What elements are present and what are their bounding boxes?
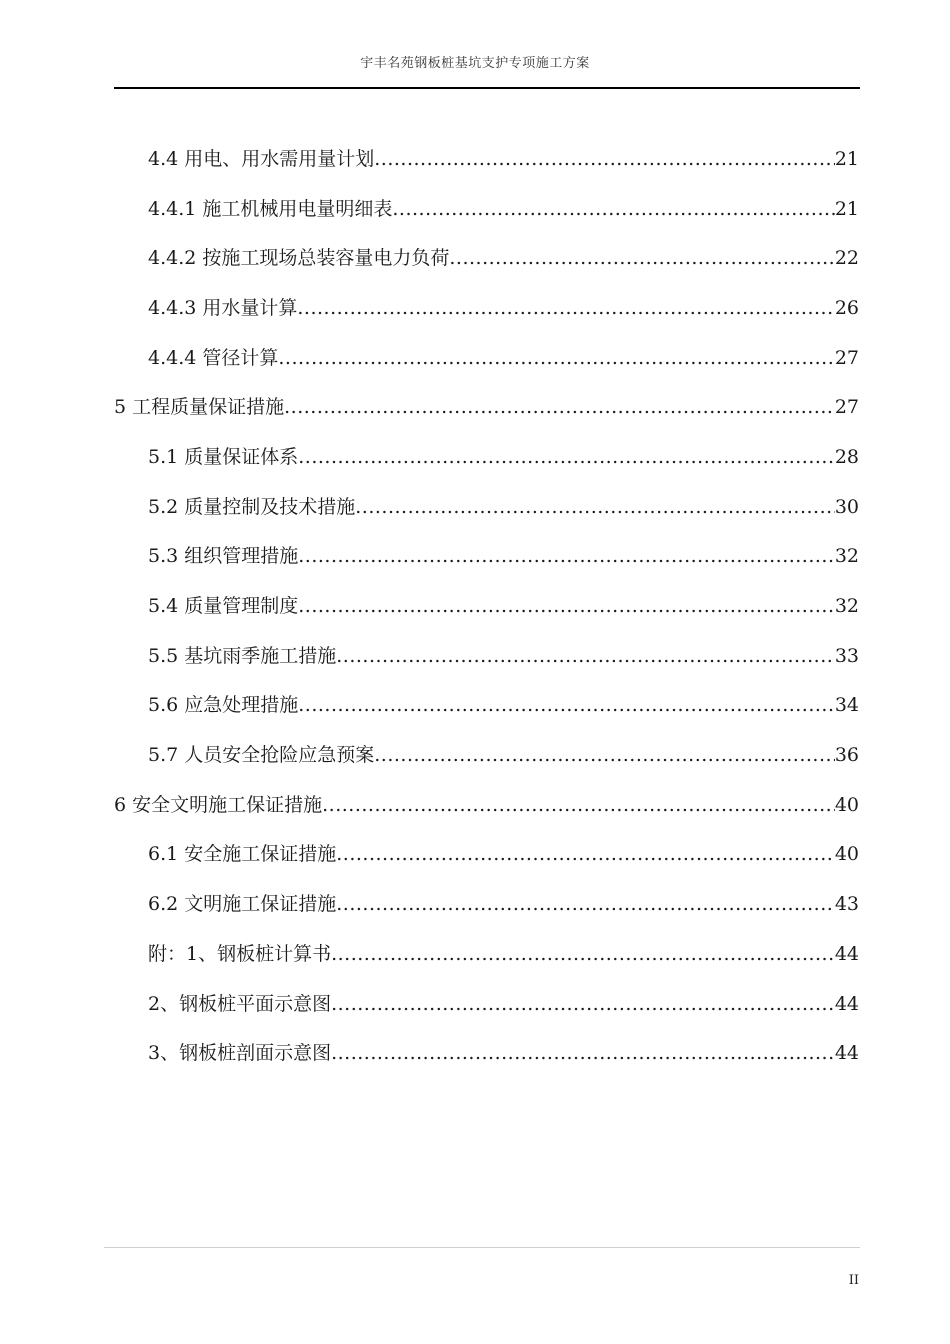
toc-entry-page: 27 — [834, 346, 859, 369]
toc-row — [0, 482, 950, 532]
toc-dot-leader — [374, 738, 835, 772]
toc-entry-label: 5.4 质量管理制度 — [148, 595, 299, 618]
toc-row — [0, 382, 950, 432]
footer-divider — [104, 1247, 860, 1248]
toc-entry[interactable] — [148, 887, 859, 921]
toc-row — [0, 830, 950, 880]
toc-entry-label: 2、钢板桩平面示意图 — [148, 992, 332, 1015]
toc-entry[interactable] — [148, 341, 859, 375]
toc-entry-label: 6 安全文明施工保证措施 — [114, 793, 323, 816]
toc-entry[interactable] — [148, 142, 859, 176]
toc-entry-page: 21 — [834, 147, 859, 170]
toc-row — [0, 681, 950, 731]
toc-dot-leader — [298, 688, 835, 722]
toc-entry-page: 44 — [834, 992, 859, 1015]
toc-dot-leader — [284, 390, 835, 424]
toc-entry-label: 4.4.1 施工机械用电量明细表 — [148, 197, 393, 220]
toc-entry-page: 44 — [834, 1042, 859, 1065]
toc-dot-leader — [298, 539, 835, 573]
toc-dot-leader — [449, 241, 834, 275]
toc-entry[interactable] — [148, 639, 859, 673]
header-divider — [114, 87, 860, 89]
toc-dot-leader — [298, 440, 835, 474]
toc-entry[interactable] — [114, 788, 859, 822]
toc-entry-label: 5.2 质量控制及技术措施 — [148, 495, 356, 518]
toc-entry-label: 4.4.4 管径计算 — [148, 346, 279, 369]
toc-entry-label: 4.4.3 用水量计算 — [148, 296, 298, 319]
toc-entry-page: 21 — [834, 197, 859, 220]
toc-dot-leader — [374, 142, 835, 176]
toc-entry[interactable] — [148, 539, 859, 573]
toc-entry[interactable] — [148, 589, 859, 623]
toc-dot-leader — [355, 490, 835, 524]
toc-row — [0, 134, 950, 184]
toc-dot-leader — [331, 937, 835, 971]
toc-row — [0, 1028, 950, 1078]
page-number: II — [848, 1273, 859, 1288]
toc-row — [0, 283, 950, 333]
toc-entry-page: 40 — [834, 793, 859, 816]
toc-entry-page: 34 — [834, 694, 859, 717]
toc-row — [0, 184, 950, 234]
toc-entry-label: 6.2 文明施工保证措施 — [148, 893, 337, 916]
toc-entry-page: 36 — [834, 744, 859, 767]
toc-entry[interactable] — [148, 440, 859, 474]
toc-dot-leader — [331, 987, 835, 1021]
toc-entry-label: 5 工程质量保证措施 — [114, 396, 285, 419]
toc-row — [0, 233, 950, 283]
toc-entry[interactable] — [148, 291, 859, 325]
toc-entry[interactable] — [114, 390, 859, 424]
toc-entry-label: 3、钢板桩剖面示意图 — [148, 1042, 332, 1065]
toc-dot-leader — [336, 887, 835, 921]
toc-entry-label: 5.5 基坑雨季施工措施 — [148, 644, 337, 667]
toc-entry-label: 5.1 质量保证体系 — [148, 445, 299, 468]
toc-entry-page: 22 — [834, 247, 859, 270]
toc-row — [0, 581, 950, 631]
toc-entry-label: 4.4.2 按施工现场总装容量电力负荷 — [148, 247, 450, 270]
toc-entry-page: 32 — [834, 595, 859, 618]
toc-entry-page: 32 — [834, 545, 859, 568]
toc-row — [0, 979, 950, 1029]
toc-entry[interactable] — [148, 490, 859, 524]
toc-dot-leader — [336, 639, 835, 673]
toc-dot-leader — [297, 291, 834, 325]
toc-entry-label: 5.7 人员安全抢险应急预案 — [148, 744, 375, 767]
toc-entry-page: 44 — [834, 942, 859, 965]
toc-entry-page: 28 — [834, 445, 859, 468]
toc-dot-leader — [298, 589, 835, 623]
toc-dot-leader — [392, 192, 834, 226]
toc-row — [0, 432, 950, 482]
table-of-contents — [0, 134, 950, 1078]
toc-row — [0, 333, 950, 383]
toc-entry-label: 6.1 安全施工保证措施 — [148, 843, 337, 866]
page-header-title: 宇丰名苑钢板桩基坑支护专项施工方案 — [360, 56, 590, 71]
toc-row — [0, 730, 950, 780]
toc-entry-label: 5.6 应急处理措施 — [148, 694, 299, 717]
toc-entry-page: 26 — [834, 296, 859, 319]
toc-entry-page: 40 — [834, 843, 859, 866]
toc-row — [0, 780, 950, 830]
toc-entry-page: 43 — [834, 893, 859, 916]
toc-row — [0, 631, 950, 681]
toc-entry[interactable] — [148, 837, 859, 871]
toc-entry-page: 27 — [834, 396, 859, 419]
toc-entry-page: 30 — [834, 495, 859, 518]
toc-dot-leader — [331, 1036, 835, 1070]
toc-entry[interactable] — [148, 937, 859, 971]
toc-entry[interactable] — [148, 241, 859, 275]
toc-entry-label: 附：1、钢板桩计算书 — [148, 942, 332, 965]
toc-entry-label: 4.4 用电、用水需用量计划 — [148, 147, 375, 170]
toc-dot-leader — [278, 341, 834, 375]
toc-entry-label: 5.3 组织管理措施 — [148, 545, 299, 568]
toc-entry[interactable] — [148, 688, 859, 722]
toc-row — [0, 879, 950, 929]
toc-entry-page: 33 — [834, 644, 859, 667]
toc-entry[interactable] — [148, 738, 859, 772]
toc-row — [0, 532, 950, 582]
toc-entry[interactable] — [148, 192, 859, 226]
toc-dot-leader — [336, 837, 835, 871]
toc-dot-leader — [322, 788, 835, 822]
toc-entry[interactable] — [148, 987, 859, 1021]
toc-row — [0, 929, 950, 979]
toc-entry[interactable] — [148, 1036, 859, 1070]
